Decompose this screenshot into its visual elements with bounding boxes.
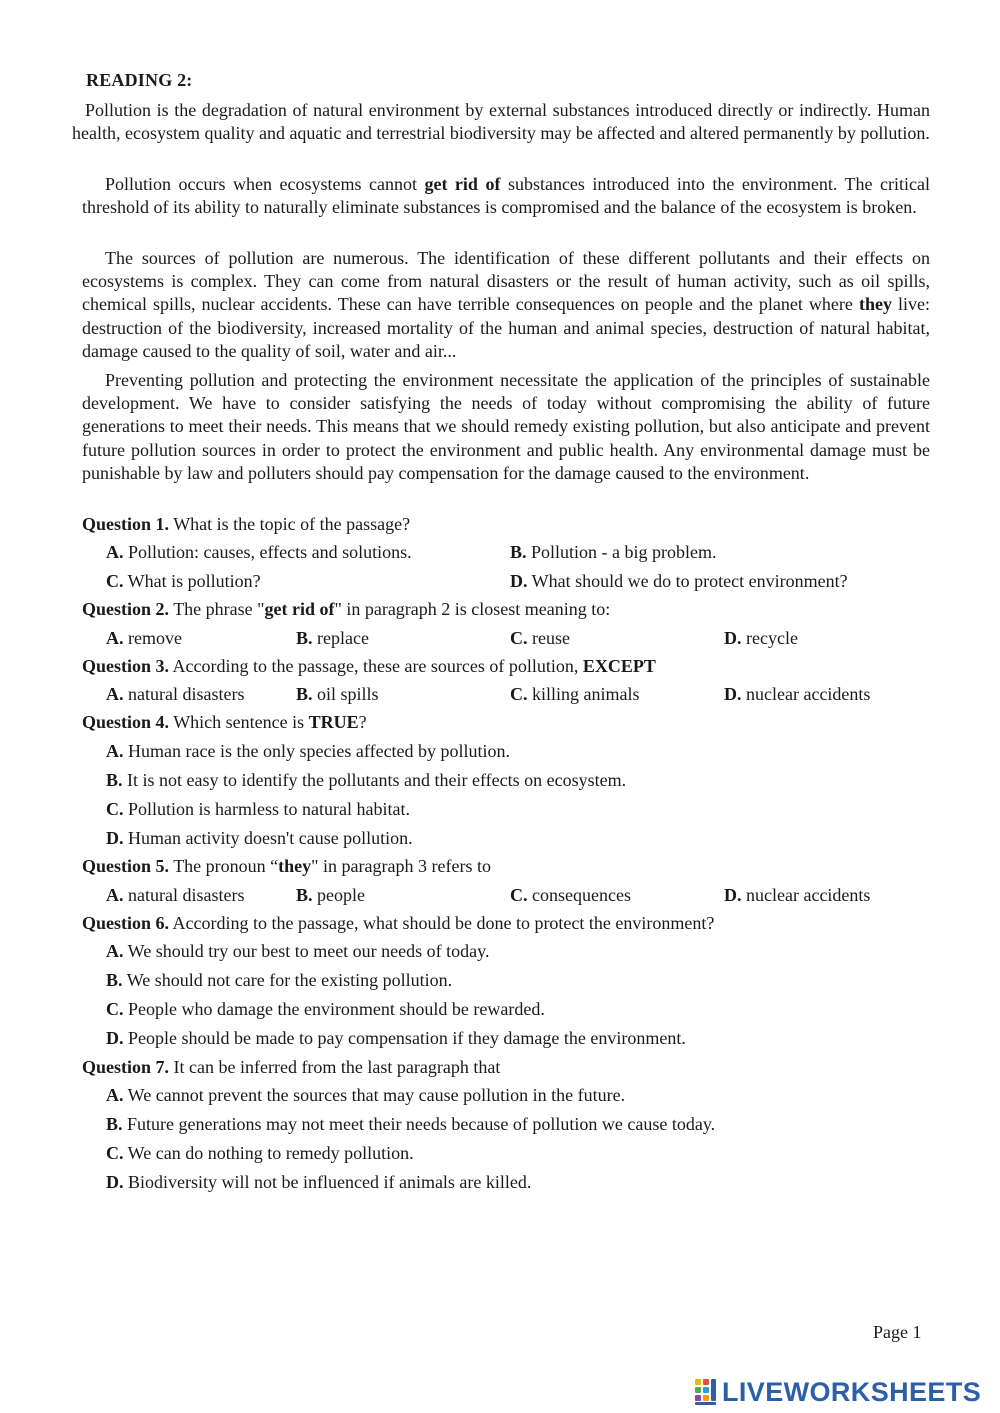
question-2-option-b[interactable]	[296, 628, 369, 649]
option-letter: D.	[106, 1028, 124, 1048]
option-letter: A.	[106, 941, 124, 961]
option-letter: A.	[106, 1085, 124, 1105]
question-7	[82, 1057, 500, 1078]
question-4-option-a[interactable]	[106, 741, 510, 762]
paragraph-1	[72, 99, 930, 145]
option-letter: D.	[106, 828, 124, 848]
question-6-text: According to the passage, what should be done to protect the environment?	[169, 913, 715, 933]
question-4	[82, 712, 367, 733]
question-1	[82, 514, 410, 535]
question-4-option-c[interactable]	[106, 799, 410, 820]
question-4-option-d[interactable]	[106, 828, 413, 849]
option-letter: C.	[510, 885, 528, 905]
option-text: We cannot prevent the sources that may cause pollution in the future.	[123, 1085, 626, 1105]
question-3	[82, 656, 656, 677]
option-letter: C.	[106, 799, 124, 819]
liveworksheets-brand-text: LIVEWORKSHEETS	[722, 1376, 982, 1407]
question-1-label: Question 1.	[82, 514, 170, 534]
question-1-option-d[interactable]	[510, 571, 848, 592]
option-text: replace	[312, 628, 369, 648]
paragraph-4-text: Preventing pollution and protecting the environment necessitate the application of the principles of sustainable development. We have to consider satisfying the needs of today without compromising the ability of future generations to meet their needs. This means that we should remedy existing pollution, but also anticipate and prevent future pollution sources in order to protect the environment and public health. Any environmental damage must be punishable by law and polluters should pay compensation for the damage caused to the environment.	[82, 370, 930, 483]
option-text: remove	[123, 628, 182, 648]
option-letter: B.	[106, 970, 123, 990]
option-letter: A.	[106, 684, 124, 704]
question-1-text: What is the topic of the passage?	[169, 514, 411, 534]
option-letter: D.	[724, 628, 742, 648]
question-2-option-c[interactable]	[510, 628, 570, 649]
question-5-bold: they	[278, 856, 312, 876]
option-letter: B.	[510, 542, 527, 562]
question-2-text-b: " in paragraph 2 is closest meaning to:	[334, 599, 611, 619]
option-letter: D.	[106, 1172, 124, 1192]
option-letter: B.	[106, 770, 123, 790]
question-2-option-d[interactable]	[724, 628, 798, 649]
question-2-label: Question 2.	[82, 599, 170, 619]
question-1-option-b[interactable]	[510, 542, 717, 563]
question-4-bold: TRUE	[308, 712, 359, 732]
question-3-option-b[interactable]	[296, 684, 379, 705]
question-1-option-a[interactable]	[106, 542, 412, 563]
option-text: consequences	[527, 885, 631, 905]
paragraph-2-text-a: Pollution occurs when ecosystems cannot	[105, 174, 425, 194]
option-text: nuclear accidents	[741, 684, 871, 704]
paragraph-3-bold-word: they	[858, 294, 892, 315]
option-letter: B.	[296, 628, 313, 648]
paragraph-3-text-b: live: destruction of the biodiversity, increased mortality of the human and animal species, destruction of natural habitat, damage caused to the quality of soil, water and air...	[82, 294, 930, 361]
question-6-option-c[interactable]	[106, 999, 545, 1020]
paragraph-4	[82, 369, 930, 485]
question-3-option-d[interactable]	[724, 684, 870, 705]
option-text: nuclear accidents	[741, 885, 871, 905]
option-text: We should try our best to meet our needs of today.	[123, 941, 490, 961]
option-text: Biodiversity will not be influenced if animals are killed.	[123, 1172, 532, 1192]
question-4-text-end: ?	[358, 712, 367, 732]
option-letter: C.	[106, 571, 124, 591]
option-text: Pollution is harmless to natural habitat.	[123, 799, 410, 819]
option-text: We can do nothing to remedy pollution.	[123, 1143, 414, 1163]
question-1-option-c[interactable]	[106, 571, 261, 592]
option-text: People should be made to pay compensation if they damage the environment.	[123, 1028, 686, 1048]
question-2-text-a: The phrase "	[169, 599, 265, 619]
question-3-option-a[interactable]	[106, 684, 244, 705]
question-5-text-b: " in paragraph 3 refers to	[311, 856, 491, 876]
paragraph-3-text-a: The sources of pollution are numerous. The identification of these different pollutants and their effects on ecosystems is complex. They can come from natural disasters or the result of human activity, such as oil spills, chemical spills, nuclear accidents. These can have terrible consequences on people and the planet where	[82, 248, 930, 315]
option-text: People who damage the environment should be rewarded.	[123, 999, 545, 1019]
paragraph-2	[82, 173, 930, 219]
option-letter: C.	[106, 1143, 124, 1163]
question-7-text: It can be inferred from the last paragraph that	[169, 1057, 501, 1077]
option-text: natural disasters	[123, 684, 245, 704]
question-5-option-c[interactable]	[510, 885, 631, 906]
option-letter: B.	[106, 1114, 123, 1134]
option-text: We should not care for the existing pollution.	[122, 970, 453, 990]
question-7-option-c[interactable]	[106, 1143, 414, 1164]
question-3-text: According to the passage, these are sources of pollution,	[169, 656, 583, 676]
question-3-bold: EXCEPT	[582, 656, 656, 676]
option-letter: D.	[510, 571, 528, 591]
question-2-option-a[interactable]	[106, 628, 182, 649]
option-letter: D.	[724, 885, 742, 905]
option-letter: C.	[510, 628, 528, 648]
option-text: people	[312, 885, 365, 905]
question-7-option-d[interactable]	[106, 1172, 531, 1193]
question-4-label: Question 4.	[82, 712, 170, 732]
question-6	[82, 913, 714, 934]
option-text: oil spills	[312, 684, 379, 704]
question-4-option-b[interactable]	[106, 770, 626, 791]
option-letter: B.	[296, 885, 313, 905]
page-number: Page 1	[873, 1322, 922, 1342]
question-5-option-d[interactable]	[724, 885, 870, 906]
question-5-label: Question 5.	[82, 856, 170, 876]
question-5-option-b[interactable]	[296, 885, 365, 906]
paragraph-3	[82, 247, 930, 363]
option-text: It is not easy to identify the pollutants and their effects on ecosystem.	[122, 770, 627, 790]
question-2-bold: get rid of	[264, 599, 335, 619]
option-text: What should we do to protect environment?	[527, 571, 848, 591]
question-6-option-b[interactable]	[106, 970, 452, 991]
paragraph-2-bold-phrase: get rid of	[424, 174, 501, 194]
option-text: Pollution - a big problem.	[526, 542, 717, 562]
question-7-option-a[interactable]	[106, 1085, 625, 1106]
reading-heading: READING 2:	[86, 70, 193, 90]
option-letter: A.	[106, 885, 124, 905]
question-5	[82, 856, 491, 877]
option-letter: B.	[296, 684, 313, 704]
option-text: Human race is the only species affected by pollution.	[123, 741, 511, 761]
question-5-option-a[interactable]	[106, 885, 244, 906]
option-letter: C.	[510, 684, 528, 704]
question-7-label: Question 7.	[82, 1057, 170, 1077]
option-text: What is pollution?	[123, 571, 261, 591]
option-text: killing animals	[527, 684, 640, 704]
question-5-text-a: The pronoun “	[169, 856, 279, 876]
paragraph-1-text: Pollution is the degradation of natural environment by external substances introduced directly or indirectly. Human health, ecosystem quality and aquatic and terrestrial biodiversity may be affected and altered permanently by pollution.	[72, 100, 930, 144]
liveworksheets-mark-icon	[694, 1377, 720, 1407]
question-2	[82, 599, 610, 620]
option-text: recycle	[741, 628, 798, 648]
option-text: natural disasters	[123, 885, 245, 905]
question-6-label: Question 6.	[82, 913, 170, 933]
question-4-text: Which sentence is	[169, 712, 309, 732]
question-7-option-b[interactable]	[106, 1114, 715, 1135]
option-letter: C.	[106, 999, 124, 1019]
option-letter: A.	[106, 741, 124, 761]
question-6-option-d[interactable]	[106, 1028, 686, 1049]
option-text: Human activity doesn't cause pollution.	[123, 828, 413, 848]
paragraph-2-text-b: substances introduced into the environment. The critical threshold of its ability to naturally eliminate substances is compromised and the balance of the ecosystem is broken.	[82, 174, 930, 218]
question-3-option-c[interactable]	[510, 684, 640, 705]
option-letter: A.	[106, 628, 124, 648]
option-letter: D.	[724, 684, 742, 704]
question-6-option-a[interactable]	[106, 941, 489, 962]
option-text: Pollution: causes, effects and solutions.	[123, 542, 412, 562]
liveworksheets-logo[interactable]	[694, 1374, 981, 1410]
option-letter: A.	[106, 542, 124, 562]
option-text: Future generations may not meet their needs because of pollution we cause today.	[122, 1114, 716, 1134]
question-3-label: Question 3.	[82, 656, 170, 676]
option-text: reuse	[527, 628, 570, 648]
